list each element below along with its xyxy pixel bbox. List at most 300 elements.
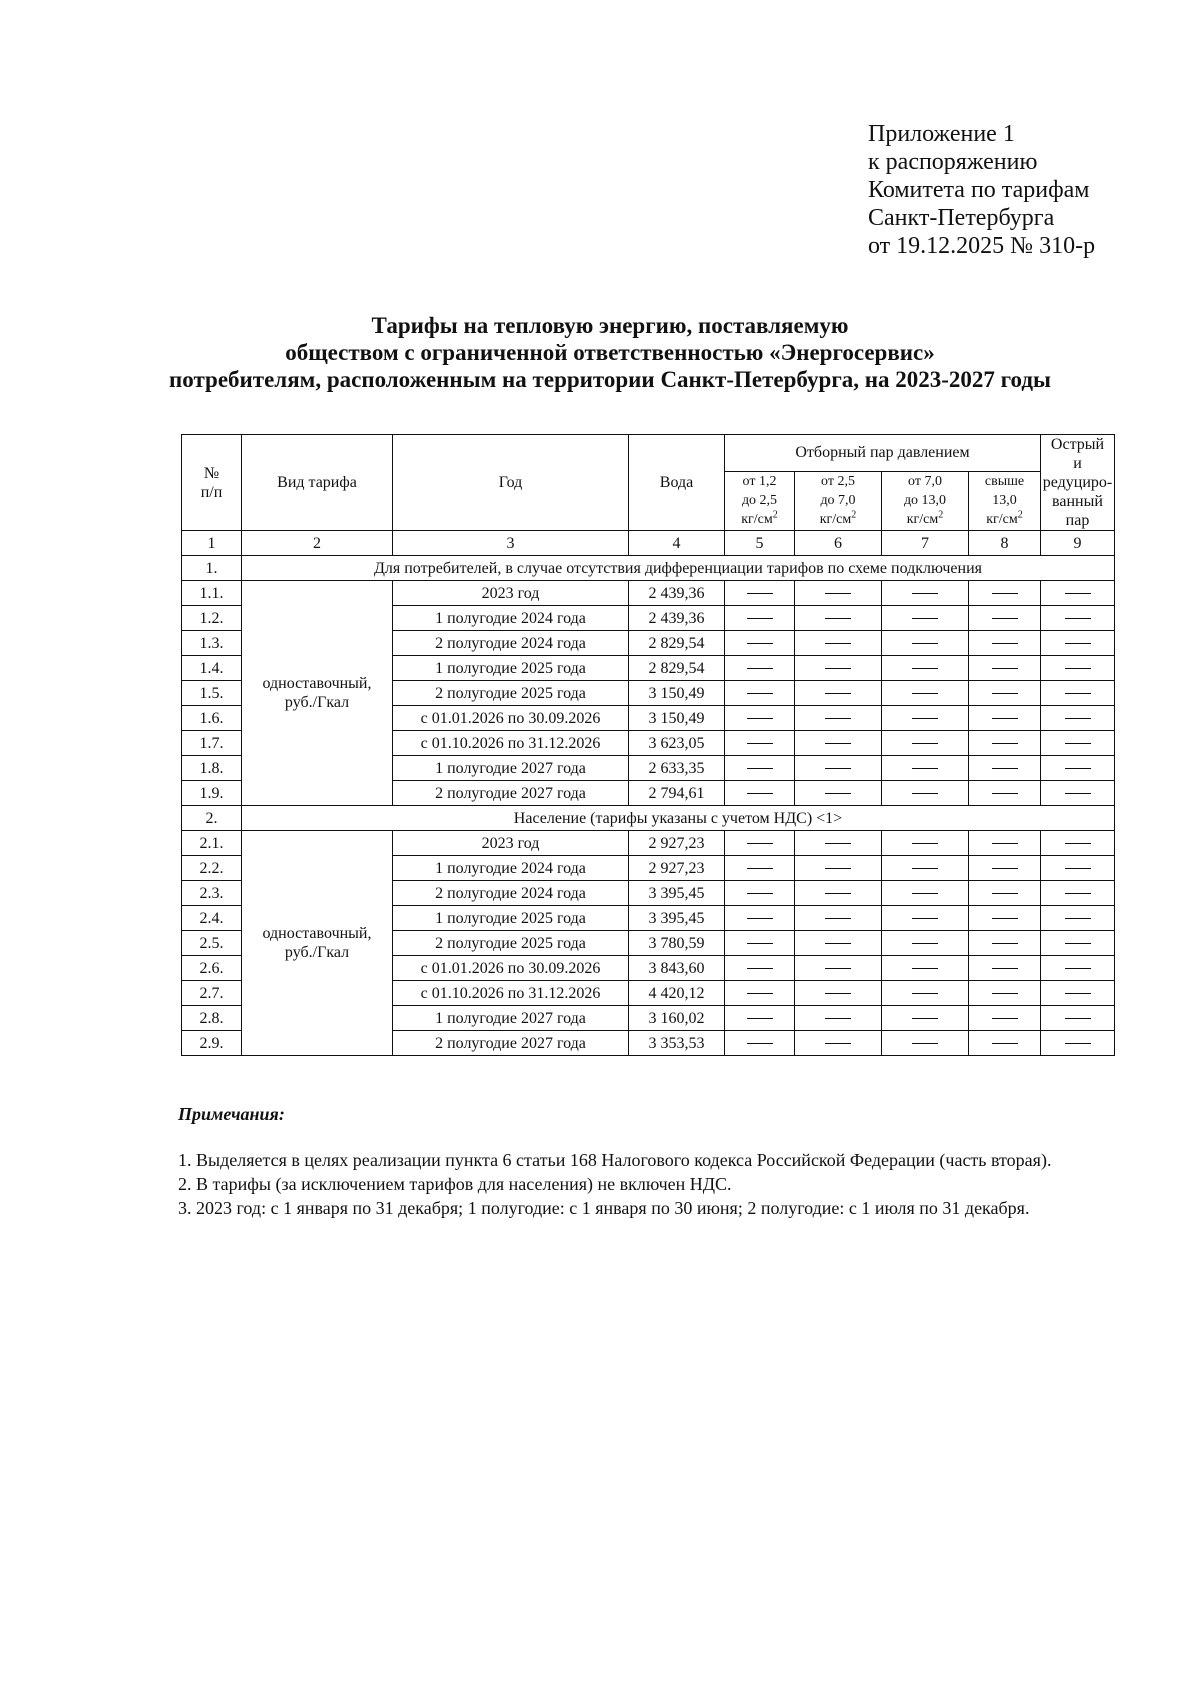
note-item: 2. В тарифы (за исключением тарифов для населения) не включен НДС. [178, 1174, 732, 1194]
period-cell: 2023 год [393, 831, 629, 856]
dash-mark [747, 668, 773, 669]
empty-cell [969, 931, 1041, 956]
dash-mark [912, 843, 938, 844]
empty-cell [725, 681, 795, 706]
row-num: 2.6. [182, 956, 242, 981]
dash-mark [825, 793, 851, 794]
water-cell: 3 843,60 [629, 956, 725, 981]
title-line: Тарифы на тепловую энергию, поставляемую [371, 313, 849, 338]
header-steam-group: Отборный пар давлением [725, 435, 1041, 472]
empty-cell [1041, 1031, 1115, 1056]
dash-mark [912, 1043, 938, 1044]
empty-cell [882, 731, 969, 756]
dash-mark [912, 918, 938, 919]
section-row [182, 556, 1115, 581]
water-cell: 2 927,23 [629, 856, 725, 881]
dash-mark [992, 993, 1018, 994]
row-num: 1.5. [182, 681, 242, 706]
section-num: 1. [182, 556, 242, 581]
dash-mark [1065, 943, 1091, 944]
dash-mark [992, 1018, 1018, 1019]
water-cell: 3 150,49 [629, 706, 725, 731]
header-pressure-label: от 7,0 [908, 474, 942, 490]
superscript: 2 [772, 509, 778, 521]
tariff-type-label: одноставочный, [262, 675, 372, 692]
dash-mark [912, 593, 938, 594]
empty-cell [882, 606, 969, 631]
header-year: Год [393, 435, 629, 531]
dash-mark [992, 868, 1018, 869]
dash-mark [747, 918, 773, 919]
dash-mark [912, 793, 938, 794]
tariff-type-cell [242, 831, 393, 1056]
dash-mark [1065, 593, 1091, 594]
empty-cell [725, 1006, 795, 1031]
dash-mark [992, 743, 1018, 744]
empty-cell [795, 931, 882, 956]
header-pressure-1 [725, 471, 795, 530]
row-num: 2.3. [182, 881, 242, 906]
water-cell: 2 439,36 [629, 581, 725, 606]
dash-mark [992, 968, 1018, 969]
table-row [182, 831, 1115, 856]
dash-mark [825, 968, 851, 969]
section-title: Население (тарифы указаны с учетом НДС) <1> [242, 806, 1115, 831]
dash-mark [1065, 693, 1091, 694]
water-cell: 3 395,45 [629, 881, 725, 906]
header-sharp-label: ванный пар [1052, 493, 1103, 529]
empty-cell [1041, 931, 1115, 956]
row-num: 1.3. [182, 631, 242, 656]
header-pressure-3 [882, 471, 969, 530]
column-number: 7 [882, 531, 969, 556]
empty-cell [795, 581, 882, 606]
dash-mark [825, 668, 851, 669]
dash-mark [912, 968, 938, 969]
empty-cell [1041, 731, 1115, 756]
water-cell: 2 794,61 [629, 781, 725, 806]
empty-cell [725, 1031, 795, 1056]
row-num: 1.2. [182, 606, 242, 631]
dash-mark [825, 618, 851, 619]
empty-cell [725, 956, 795, 981]
column-number: 5 [725, 531, 795, 556]
empty-cell [725, 656, 795, 681]
notes-heading: Примечания: [178, 1104, 285, 1124]
dash-mark [912, 643, 938, 644]
dash-mark [825, 1043, 851, 1044]
empty-cell [725, 631, 795, 656]
dash-mark [747, 718, 773, 719]
empty-cell [795, 906, 882, 931]
dash-mark [1065, 768, 1091, 769]
dash-mark [1065, 1018, 1091, 1019]
empty-cell [969, 681, 1041, 706]
tariff-type-cell [242, 581, 393, 806]
dash-mark [912, 893, 938, 894]
row-num: 2.9. [182, 1031, 242, 1056]
dash-mark [992, 918, 1018, 919]
empty-cell [1041, 656, 1115, 681]
dash-mark [912, 868, 938, 869]
empty-cell [795, 656, 882, 681]
dash-mark [912, 768, 938, 769]
water-cell: 2 829,54 [629, 631, 725, 656]
period-cell: 2 полугодие 2027 года [393, 781, 629, 806]
empty-cell [795, 831, 882, 856]
section-title: Для потребителей, в случае отсутствия дифференциации тарифов по схеме подключения [242, 556, 1115, 581]
empty-cell [1041, 631, 1115, 656]
dash-mark [992, 618, 1018, 619]
dash-mark [1065, 843, 1091, 844]
row-num: 1.1. [182, 581, 242, 606]
dash-mark [1065, 993, 1091, 994]
water-cell: 3 395,45 [629, 906, 725, 931]
appendix-line: от 19.12.2025 № 310-р [868, 233, 1096, 259]
period-cell: с 01.01.2026 по 30.09.2026 [393, 956, 629, 981]
empty-cell [725, 731, 795, 756]
empty-cell [882, 831, 969, 856]
empty-cell [882, 1031, 969, 1056]
superscript: 2 [851, 509, 857, 521]
empty-cell [969, 631, 1041, 656]
header-pressure-label: 13,0 [992, 493, 1017, 509]
table-row [182, 581, 1115, 606]
dash-mark [825, 893, 851, 894]
column-number: 9 [1041, 531, 1115, 556]
header-pressure-label: от 1,2 [742, 474, 777, 490]
empty-cell [882, 756, 969, 781]
empty-cell [969, 981, 1041, 1006]
dash-mark [912, 743, 938, 744]
header-num [182, 435, 242, 531]
column-number: 3 [393, 531, 629, 556]
water-cell: 4 420,12 [629, 981, 725, 1006]
water-cell: 2 439,36 [629, 606, 725, 631]
tariff-type-unit: руб./Гкал [284, 944, 350, 961]
row-num: 2.2. [182, 856, 242, 881]
dash-mark [1065, 668, 1091, 669]
header-pressure-label: от 2,5 [821, 474, 855, 490]
period-cell: 2 полугодие 2027 года [393, 1031, 629, 1056]
empty-cell [969, 1006, 1041, 1031]
row-num: 2.4. [182, 906, 242, 931]
row-num: 1.7. [182, 731, 242, 756]
dash-mark [1065, 918, 1091, 919]
dash-mark [825, 743, 851, 744]
header-sharp-label: и редуциро- [1042, 455, 1113, 491]
dash-mark [825, 768, 851, 769]
water-cell: 3 353,53 [629, 1031, 725, 1056]
period-cell: с 01.10.2026 по 31.12.2026 [393, 981, 629, 1006]
dash-mark [1065, 618, 1091, 619]
appendix-line: Приложение 1 [868, 121, 1015, 147]
header-pressure-unit: кг/см [819, 512, 852, 528]
header-pressure-unit: кг/см [986, 512, 1018, 528]
empty-cell [795, 981, 882, 1006]
document-title [150, 312, 1070, 393]
title-line: потребителям, расположенным на территории Санкт-Петербурга, на 2023-2027 годы [169, 367, 1051, 392]
row-num: 2.5. [182, 931, 242, 956]
empty-cell [969, 1031, 1041, 1056]
empty-cell [1041, 581, 1115, 606]
section-row [182, 806, 1115, 831]
dash-mark [825, 593, 851, 594]
empty-cell [795, 631, 882, 656]
period-cell: 1 полугодие 2024 года [393, 856, 629, 881]
dash-mark [825, 843, 851, 844]
empty-cell [969, 706, 1041, 731]
header-pressure-label: до 7,0 [820, 493, 856, 509]
empty-cell [1041, 681, 1115, 706]
dash-mark [912, 943, 938, 944]
period-cell: 2 полугодие 2024 года [393, 881, 629, 906]
tariff-table-body [182, 531, 1115, 1056]
water-cell: 3 623,05 [629, 731, 725, 756]
dash-mark [747, 643, 773, 644]
row-num: 1.9. [182, 781, 242, 806]
dash-mark [747, 618, 773, 619]
empty-cell [725, 756, 795, 781]
empty-cell [882, 581, 969, 606]
empty-cell [969, 881, 1041, 906]
header-num-label: № [203, 464, 220, 482]
empty-cell [969, 731, 1041, 756]
empty-cell [882, 906, 969, 931]
empty-cell [725, 881, 795, 906]
note-item: 1. Выделяется в целях реализации пункта 6 статьи 168 Налогового кодекса Российской Федерации (часть вторая). [178, 1150, 1052, 1170]
header-pressure-label: до 13,0 [903, 493, 947, 509]
period-cell: 2023 год [393, 581, 629, 606]
dash-mark [747, 943, 773, 944]
empty-cell [795, 706, 882, 731]
empty-cell [882, 931, 969, 956]
empty-cell [882, 1006, 969, 1031]
row-num: 2.7. [182, 981, 242, 1006]
dash-mark [1065, 718, 1091, 719]
empty-cell [795, 606, 882, 631]
empty-cell [969, 756, 1041, 781]
period-cell: 1 полугодие 2027 года [393, 756, 629, 781]
header-tariff-type: Вид тарифа [242, 435, 393, 531]
dash-mark [747, 993, 773, 994]
empty-cell [1041, 756, 1115, 781]
period-cell: с 01.10.2026 по 31.12.2026 [393, 731, 629, 756]
empty-cell [882, 706, 969, 731]
dash-mark [747, 793, 773, 794]
dash-mark [1065, 743, 1091, 744]
dash-mark [912, 718, 938, 719]
empty-cell [1041, 856, 1115, 881]
dash-mark [992, 893, 1018, 894]
empty-cell [1041, 906, 1115, 931]
empty-cell [1041, 606, 1115, 631]
water-cell: 3 150,49 [629, 681, 725, 706]
empty-cell [882, 681, 969, 706]
empty-cell [1041, 706, 1115, 731]
empty-cell [725, 981, 795, 1006]
empty-cell [1041, 781, 1115, 806]
dash-mark [1065, 1043, 1091, 1044]
empty-cell [1041, 881, 1115, 906]
empty-cell [969, 856, 1041, 881]
period-cell: 1 полугодие 2025 года [393, 656, 629, 681]
period-cell: 2 полугодие 2025 года [393, 681, 629, 706]
empty-cell [725, 856, 795, 881]
water-cell: 2 927,23 [629, 831, 725, 856]
water-cell: 3 780,59 [629, 931, 725, 956]
empty-cell [795, 856, 882, 881]
notes-list [178, 1148, 1114, 1220]
dash-mark [912, 693, 938, 694]
appendix-line: Комитета по тарифам [868, 177, 1090, 203]
row-num: 2.8. [182, 1006, 242, 1031]
title-line: обществом с ограниченной ответственностью «Энергосервис» [285, 340, 935, 365]
header-pressure-unit: кг/см [906, 512, 939, 528]
dash-mark [992, 693, 1018, 694]
period-cell: 2 полугодие 2024 года [393, 631, 629, 656]
empty-cell [882, 656, 969, 681]
empty-cell [882, 956, 969, 981]
dash-mark [747, 693, 773, 694]
dash-mark [1065, 893, 1091, 894]
dash-mark [825, 943, 851, 944]
superscript: 2 [938, 509, 944, 521]
dash-mark [992, 593, 1018, 594]
column-number: 6 [795, 531, 882, 556]
column-number: 2 [242, 531, 393, 556]
column-number-row [182, 531, 1115, 556]
dash-mark [912, 993, 938, 994]
dash-mark [825, 868, 851, 869]
tariff-type-label: одноставочный, [262, 925, 372, 942]
dash-mark [992, 1043, 1018, 1044]
dash-mark [992, 943, 1018, 944]
dash-mark [992, 643, 1018, 644]
header-pressure-label: до 2,5 [741, 493, 778, 509]
dash-mark [747, 1043, 773, 1044]
column-number: 1 [182, 531, 242, 556]
row-num: 1.8. [182, 756, 242, 781]
dash-mark [1065, 868, 1091, 869]
dash-mark [992, 718, 1018, 719]
empty-cell [725, 781, 795, 806]
tariff-table [181, 434, 1115, 1056]
water-cell: 2 829,54 [629, 656, 725, 681]
empty-cell [795, 1006, 882, 1031]
dash-mark [747, 768, 773, 769]
dash-mark [747, 1018, 773, 1019]
water-cell: 3 160,02 [629, 1006, 725, 1031]
empty-cell [795, 781, 882, 806]
header-num-label: п/п [200, 483, 223, 501]
dash-mark [825, 918, 851, 919]
empty-cell [725, 706, 795, 731]
empty-cell [795, 756, 882, 781]
empty-cell [882, 631, 969, 656]
dash-mark [992, 668, 1018, 669]
dash-mark [1065, 643, 1091, 644]
dash-mark [1065, 793, 1091, 794]
empty-cell [725, 831, 795, 856]
empty-cell [969, 956, 1041, 981]
dash-mark [825, 1018, 851, 1019]
dash-mark [747, 743, 773, 744]
empty-cell [882, 781, 969, 806]
empty-cell [1041, 981, 1115, 1006]
dash-mark [825, 643, 851, 644]
dash-mark [825, 993, 851, 994]
appendix-line: к распоряжению [868, 149, 1038, 175]
empty-cell [795, 1031, 882, 1056]
empty-cell [1041, 831, 1115, 856]
dash-mark [747, 843, 773, 844]
dash-mark [992, 843, 1018, 844]
empty-cell [969, 781, 1041, 806]
section-num: 2. [182, 806, 242, 831]
empty-cell [882, 881, 969, 906]
empty-cell [969, 606, 1041, 631]
dash-mark [1065, 968, 1091, 969]
period-cell: 1 полугодие 2027 года [393, 1006, 629, 1031]
header-pressure-label: свыше [984, 474, 1025, 490]
tariff-type-unit: руб./Гкал [284, 694, 350, 711]
superscript: 2 [1017, 509, 1023, 521]
appendix-block [868, 120, 1095, 260]
row-num: 2.1. [182, 831, 242, 856]
empty-cell [795, 731, 882, 756]
dash-mark [912, 1018, 938, 1019]
empty-cell [725, 931, 795, 956]
empty-cell [969, 831, 1041, 856]
dash-mark [912, 668, 938, 669]
dash-mark [747, 968, 773, 969]
note-item: 3. 2023 год: с 1 января по 31 декабря; 1 полугодие: с 1 января по 30 июня; 2 полугодие: с 1 июля по 31 декабря. [178, 1198, 1030, 1218]
header-water: Вода [629, 435, 725, 531]
dash-mark [825, 718, 851, 719]
dash-mark [992, 768, 1018, 769]
column-number: 8 [969, 531, 1041, 556]
period-cell: 1 полугодие 2024 года [393, 606, 629, 631]
empty-cell [725, 606, 795, 631]
period-cell: с 01.01.2026 по 30.09.2026 [393, 706, 629, 731]
header-pressure-4 [969, 471, 1041, 530]
period-cell: 1 полугодие 2025 года [393, 906, 629, 931]
header-sharp-label: Острый [1050, 436, 1105, 453]
empty-cell [725, 581, 795, 606]
appendix-line: Санкт-Петербурга [868, 205, 1055, 231]
empty-cell [795, 681, 882, 706]
row-num: 1.4. [182, 656, 242, 681]
empty-cell [882, 856, 969, 881]
dash-mark [912, 618, 938, 619]
water-cell: 2 633,35 [629, 756, 725, 781]
empty-cell [795, 881, 882, 906]
header-pressure-unit: кг/см [741, 512, 773, 528]
dash-mark [747, 593, 773, 594]
empty-cell [795, 956, 882, 981]
empty-cell [969, 656, 1041, 681]
header-pressure-2 [795, 471, 882, 530]
dash-mark [825, 693, 851, 694]
empty-cell [882, 981, 969, 1006]
dash-mark [747, 868, 773, 869]
empty-cell [725, 906, 795, 931]
dash-mark [992, 793, 1018, 794]
dash-mark [747, 893, 773, 894]
empty-cell [1041, 956, 1115, 981]
empty-cell [969, 581, 1041, 606]
